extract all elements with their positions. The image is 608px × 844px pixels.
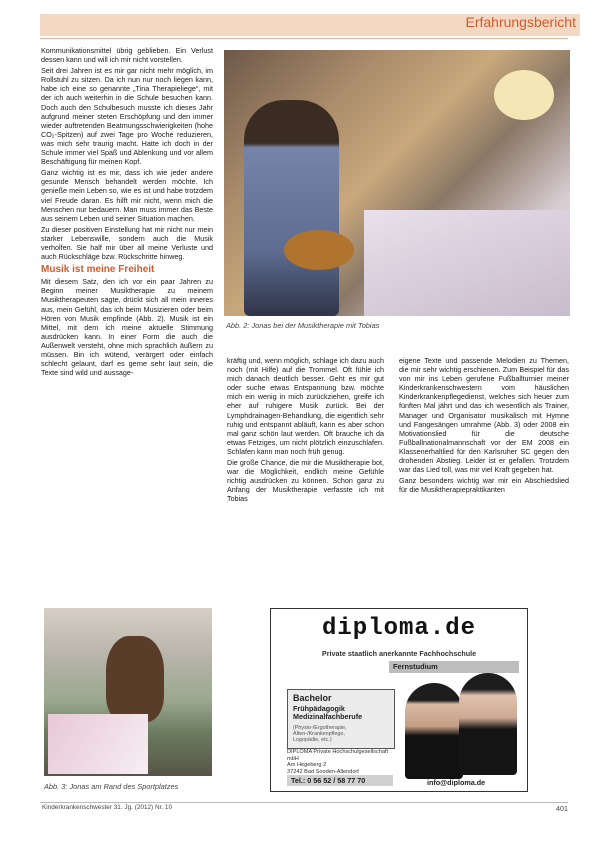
ad-address bbox=[287, 749, 393, 775]
ad-address-line: DIPLOMA Private Hochschulgesellschaft mbH bbox=[287, 749, 389, 762]
ad-email-link[interactable]: info@diploma.de bbox=[427, 778, 486, 787]
paragraph: Mit diesem Satz, den ich vor ein paar Jahren zu Beginn meiner Musiktherapie zu meinem Musiktherapeuten sagte, drückt sich all mein inneres aus, mein Gefühl, das ich beim Musizieren oder beim Hören von Musik empfinde (Abb. 2). Musik ist ein Mittel, mit dem ich meine aktuelle Stimmung ausdrücken kann. In einer Form die auch die Außenwelt versteht, ohne mich sprachlich äußern zu müssen. Bin ich wütend, verärgert oder einfach schlecht gelaunt, darf es gerne sehr laut sein, die Texte sind wild und aussage- bbox=[41, 277, 213, 378]
paragraph: Die große Chance, die mir die Musiktherapie bot, war die Möglichkeit, endlich meine Gefühle richtig ausdrücken zu können. Schon ganz zu Anfang der Musiktherapie verfasste ich mit Tobias bbox=[227, 458, 384, 504]
ad-detail: Alten-/Krankenpflege, bbox=[293, 731, 345, 738]
ad-fernstudium-label: Fernstudium bbox=[389, 661, 519, 673]
ad-program-box bbox=[287, 689, 395, 749]
journal-reference: Kinderkrankenschwester 31. Jg. (2012) Nr. 10 bbox=[42, 804, 173, 811]
paragraph: Ganz besonders wichtig war mir ein Abschiedslied für die Musiktherapiepraktikanten bbox=[399, 476, 569, 495]
ad-brand: diploma.de bbox=[321, 615, 477, 642]
ad-detail: Logopädie, etc.) bbox=[293, 737, 332, 744]
text-column-3 bbox=[399, 356, 569, 496]
ad-degree: Bachelor bbox=[293, 693, 332, 703]
figure-caption: Abb. 3: Jonas am Rand des Sportplatzes bbox=[44, 782, 179, 791]
graduate-photo bbox=[405, 683, 463, 779]
guitar-shape bbox=[284, 230, 354, 270]
blanket-shape bbox=[48, 714, 148, 774]
footer-divider bbox=[40, 802, 568, 803]
graduate-photo bbox=[459, 673, 517, 775]
paragraph: Zu dieser positiven Einstellung hat mir nicht nur mein starker Lebenswille, sondern auch die Musik verholfen. Sie half mir über all meine Verluste und auch Rückschläge bzw. Rückschritte hinweg. bbox=[41, 224, 213, 262]
ad-address-line: Am Hegeberg 2 bbox=[287, 762, 327, 769]
ad-subtitle: Private staatlich anerkannte Fachhochschule bbox=[321, 649, 477, 658]
photo-sports-field bbox=[44, 608, 212, 776]
header-divider bbox=[40, 38, 568, 39]
subheading: Musik ist meine Freiheit bbox=[41, 264, 155, 276]
paragraph: Kommunikationsmittel übrig geblieben. Ein Verlust dessen kann und will ich mir nicht vorstellen. bbox=[41, 46, 213, 65]
ad-program: Medizinalfachberufe bbox=[293, 712, 363, 722]
ad-phone: Tel.: 0 56 52 / 58 77 70 bbox=[287, 775, 393, 786]
paragraph: kräftig und, wenn möglich, schlage ich dazu auch noch (mit Hilfe) auf die Trommel. Oft fühle ich mich danach deutlich besser. Geht es mir gut oder suche etwas Entspannung bzw. möchte mich ein wenig in mich zurückziehen, greife ich eher auf ruhigere Musik zurück. Bei der Lymphdrainagen-Behandlung, die eigentlich sehr ruhig und entspannt abläuft, kann es aber schon mal ganz schön laut werden. Oft brauche ich da etwas Fetziges, um nicht plötzlich einzuschlafen. Schlafen kann man noch früh genug. bbox=[227, 356, 384, 456]
ad-program-details bbox=[293, 725, 347, 744]
ad-program: Frühpädagogik bbox=[293, 704, 345, 713]
page-number: 401 bbox=[556, 804, 568, 813]
figure-caption: Abb. 2: Jonas bei der Musiktherapie mit Tobias bbox=[226, 321, 380, 330]
bed-shape bbox=[364, 210, 570, 316]
text-column-1 bbox=[41, 46, 213, 379]
text-column-2 bbox=[227, 356, 384, 506]
photo-music-therapy bbox=[224, 50, 570, 316]
lamp-shape bbox=[494, 70, 554, 120]
paragraph: Ganz wichtig ist es mir, dass ich wie jeder andere gesunde Mensch behandelt werden möchte. Ich genieße mein Leben so, wie es ist und habe trotzdem viel Freude daran. Es hilft mir nicht, wenn mich die Menschen nur bedauern. Man muss immer das Beste aus seinem Leben und seiner Situation machen. bbox=[41, 168, 213, 223]
paragraph: eigene Texte und passende Melodien zu Themen, die mir sehr wichtig erschienen. Zum Beispiel für das von mir ins Leben gerufene Fußballturnier meiner Kinderkrankenschwestern vom häuslichen Kinderkrankenpflegedienst, welches sich heuer zum fünften Mal jährt und das ich wesentlich als Trainer, Manager und Organisator musikalisch mit Hymne und Fangesängen umrahme (Abb. 3) oder 2008 ein Motivationslied für die deutsche Fußballnationalmannschaft vor der EM 2008 ein Klassenerhaltlied für den Karlsruher SC gegen den drohenden Abstieg. Leider ist er gefallen. Trotzdem war das Lied toll, was mir viel Kraft gegeben hat. bbox=[399, 356, 569, 475]
teddy-bear-shape bbox=[106, 636, 164, 722]
ad-detail: (Physio-/Ergotherapie, bbox=[293, 725, 347, 731]
paragraph: Seit drei Jahren ist es mir gar nicht mehr möglich, im Rollstuhl zu sitzen. Da ich nun nur noch liegen kann, habe ich eine so genannte „Tina Therapieliege“, mit der ich auch weiterhin in die Schule besuchen kann. Doch auch den Schulbesuch musste ich dieses Jahr aufgrund meiner steten Erschöpfung und den immer wieder auftretenden Beatmungsschwierigkeiten (hohe CO₂-Spitzen) auf zwei Tage pro Woche reduzieren, was mich sehr traurig macht. Hatte ich doch in der Schule immer viel Spaß und Ablenkung und vor allem Beschäftigung für meinen Kopf. bbox=[41, 66, 213, 167]
person-shape bbox=[244, 100, 339, 316]
section-title: Erfahrungsbericht bbox=[465, 14, 576, 30]
ad-address-line: 37242 Bad Sooden-Allendorf bbox=[287, 768, 359, 775]
ad-programs bbox=[293, 705, 362, 722]
advertisement[interactable] bbox=[270, 608, 528, 792]
